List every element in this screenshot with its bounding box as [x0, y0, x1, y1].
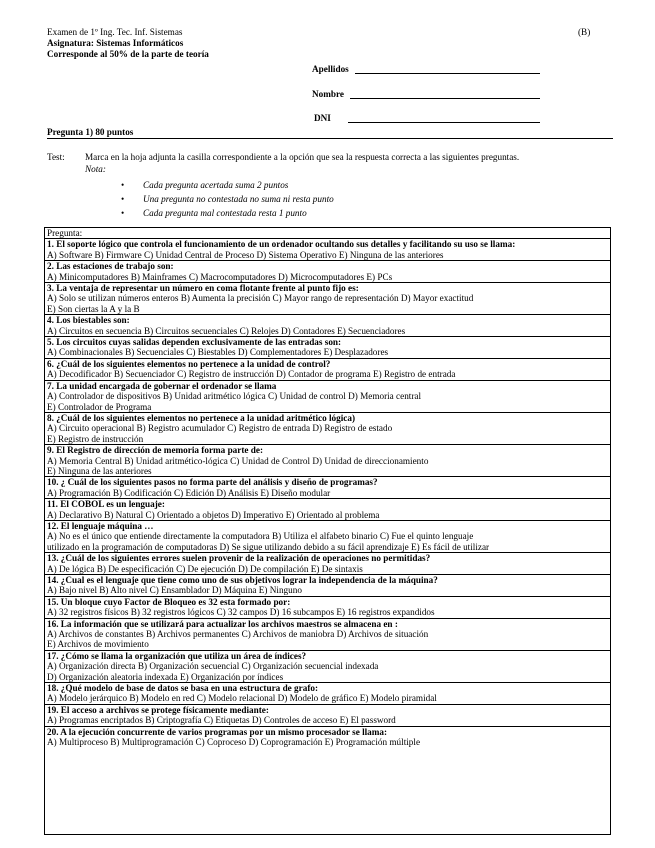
question-row: [45, 683, 610, 705]
answer-options: A) Multiproceso B) Multiprogramación C) Coproceso D) Coprogramación E) Programación múltiple: [47, 737, 421, 748]
dni-field[interactable]: [348, 122, 540, 123]
question-row: [45, 727, 610, 748]
scoring-notes: [143, 178, 334, 220]
nombre-field[interactable]: [350, 98, 540, 99]
answer-options: A) Programación B) Codificación C) Edición D) Análisis E) Diseño modular: [47, 487, 331, 498]
answer-options: A) Software B) Firmware C) Unidad Central de Proceso D) Sistema Operativo E) Ninguna de las anteriores: [47, 249, 444, 260]
question-row: [45, 359, 610, 381]
question-row: [45, 619, 610, 651]
answer-options: E) Controlador de Programa: [47, 401, 152, 412]
exam-version: (B): [578, 27, 591, 37]
question-text: 4. Los biestables son:: [47, 315, 130, 326]
note-item: • Una pregunta no contestada no suma ni resta punto: [143, 192, 334, 206]
weight-line: Corresponde al 50% de la parte de teoría: [47, 49, 209, 59]
question-text: 20. A la ejecución concurrente de varios programas por un mismo procesador se llama:: [47, 726, 388, 737]
question-text: 8. ¿Cuál de los siguientes elementos no pertenece a la unidad aritmético lógica): [47, 412, 356, 423]
question-row: [45, 261, 610, 283]
question-text: 13. ¿Cuál de los siguientes errores suelen provenir de la realización de operaciones no permitidas?: [47, 553, 431, 564]
answer-options: A) Circuito operacional B) Registro acumulador C) Registro de entrada D) Registro de estado: [47, 423, 393, 434]
question-text: 2. Las estaciones de trabajo son:: [47, 261, 174, 272]
question-text: 7. La unidad encargada de gobernar el ordenador se llama: [47, 380, 277, 391]
question-text: 1. El soporte lógico que controla el funcionamiento de un ordenador ocultando sus detalles y facilitando su uso se llama:: [47, 239, 516, 250]
answer-options: A) Programas encriptados B) Criptografía C) Etiquetas D) Controles de acceso E) El password: [47, 715, 396, 726]
answer-options: A) Combinacionales B) Secuenciales C) Biestables D) Complementadores E) Desplazadores: [47, 347, 389, 358]
answer-options: A) Organización directa B) Organización secuencial C) Organización secuencial indexada: [47, 661, 379, 672]
section-divider: [47, 138, 613, 139]
answer-options: D) Organización aleatoria indexada E) Organización por índices: [47, 671, 284, 682]
exam-line: Examen de 1º Ing. Tec. Inf. Sistemas: [47, 27, 183, 37]
question-row: [45, 315, 610, 337]
question-text: 14. ¿Cual es el lenguaje que tiene como uno de sus objetivos lograr la independencia de la máquina?: [47, 575, 438, 585]
answer-options: A) Archivos de constantes B) Archivos permanentes C) Archivos de maniobra D) Archivos de situación: [47, 629, 429, 640]
question-row: [45, 239, 610, 261]
answer-options: A) 32 registros físicos B) 32 registros lógicos C) 32 campos D) 16 subcampos E) 16 registros expandidos: [47, 607, 435, 618]
question-text: 18. ¿Qué modelo de base de datos se basa en una estructura de grafo:: [47, 683, 319, 694]
question-text: 17. ¿Cómo se llama la organización que utiliza un área de índices?: [47, 650, 307, 661]
subject-label: Asignatura:: [47, 38, 94, 48]
answer-options: A) Bajo nivel B) Alto nivel C) Ensamblador D) Máquina E) Ninguno: [47, 585, 302, 596]
question-row: [45, 521, 610, 553]
note-item: • Cada pregunta acertada suma 2 puntos: [143, 178, 334, 192]
questions-list: [45, 239, 610, 747]
question-row: [45, 705, 610, 727]
nombre-label: Nombre: [312, 89, 344, 99]
question-text: 16. La información que se utilizará para actualizar los archivos maestros se almacena en :: [47, 618, 398, 629]
instructions: [47, 152, 519, 162]
answer-options: E) Archivos de movimiento: [47, 639, 149, 650]
question-row: [45, 597, 610, 619]
question-row: [45, 283, 610, 315]
question-text: 9. El Registro de dirección de memoria forma parte de:: [47, 445, 264, 456]
subject-line: [47, 38, 183, 49]
question-text: 11. El COBOL es un lenguaje:: [47, 499, 165, 510]
question-row: [45, 445, 610, 477]
question-text: 19. El acceso a archivos se protege físicamente mediante:: [47, 704, 269, 715]
question-row: [45, 553, 610, 575]
question-text: 15. Un bloque cuyo Factor de Bloqueo es 32 esta formado por:: [47, 596, 291, 607]
answer-options: E) Ninguna de las anteriores: [47, 465, 152, 476]
answer-options: A) Modelo jerárquico B) Modelo en red C) Modelo relacional D) Modelo de gráfico E) Modelo piramidal: [47, 693, 437, 704]
question-row: [45, 575, 610, 597]
answer-options: E) Registro de instrucción: [47, 433, 144, 444]
answer-options: A) Declarativo B) Natural C) Orientado a objetos D) Imperativo E) Orientado al problema: [47, 509, 380, 520]
question-row: [45, 499, 610, 521]
question-text: 3. La ventaja de representar un número en coma flotante frente al punto fijo es:: [47, 283, 359, 294]
test-label: Test:: [47, 152, 65, 162]
answer-options: A) Decodificador B) Secuenciador C) Registro de instrucción D) Contador de programa E) Registro de entrada: [47, 369, 456, 380]
instructions-text: Marca en la hoja adjunta la casilla correspondiente a la opción que sea la respuesta correcta a las siguientes preguntas.: [85, 152, 520, 162]
answer-options: A) De lógica B) De especificación C) De ejecución D) De compilación E) De sintaxis: [47, 563, 363, 574]
question-text: 10. ¿ Cuál de los siguientes pasos no forma parte del análisis y diseño de programas?: [47, 477, 378, 488]
nota-label: Nota:: [85, 164, 106, 174]
questions-table: [44, 227, 611, 835]
answer-options: A) Solo se utilizan números enteros B) Aumenta la precisión C) Mayor rango de representación D) Mayor exactitud: [47, 293, 474, 304]
apellidos-field[interactable]: [355, 73, 540, 74]
answer-options: E) Son ciertas la A y la B: [47, 303, 140, 314]
dni-label: DNI: [314, 113, 331, 123]
question-text: 12. El lenguaje máquina …: [47, 520, 154, 531]
note-item: • Cada pregunta mal contestada resta 1 punto: [143, 206, 334, 220]
answer-options: A) Minicomputadores B) Mainframes C) Macrocomputadores D) Microcomputadores E) PCs: [47, 271, 393, 282]
answer-options: A) No es el único que entiende directamente la computadora B) Utiliza el alfabeto binario C) Fue el quinto lenguaje: [47, 531, 474, 542]
answer-options: A) Circuitos en secuencia B) Circuitos secuenciales C) Relojes D) Contadores E) Secuenciadores: [47, 325, 406, 336]
question-row: [45, 381, 610, 413]
question-row: [45, 651, 610, 683]
question-row: [45, 477, 610, 499]
apellidos-label: Apellidos: [312, 64, 349, 74]
answer-options: utilizado en la programación de computadoras D) Se sigue utilizando debido a su fácil aprendizaje E) Es fácil de utilizar: [47, 541, 490, 552]
question-row: [45, 337, 610, 359]
question-text: 5. Los circuitos cuyas salidas dependen exclusivamente de las entradas son:: [47, 337, 342, 348]
answer-options: A) Memoria Central B) Unidad aritmético-lógica C) Unidad de Control D) Unidad de direccionamiento: [47, 455, 429, 466]
subject-name: Sistemas Informáticos: [96, 38, 184, 48]
question-row: [45, 413, 610, 445]
answer-options: A) Controlador de dispositivos B) Unidad aritmético lógica C) Unidad de control D) Memoria central: [47, 391, 422, 402]
questions-header: Pregunta:: [45, 228, 610, 239]
question-text: 6. ¿Cuál de los siguientes elementos no pertenece a la unidad de control?: [47, 358, 331, 369]
section-title: Pregunta 1) 80 puntos: [47, 127, 134, 137]
